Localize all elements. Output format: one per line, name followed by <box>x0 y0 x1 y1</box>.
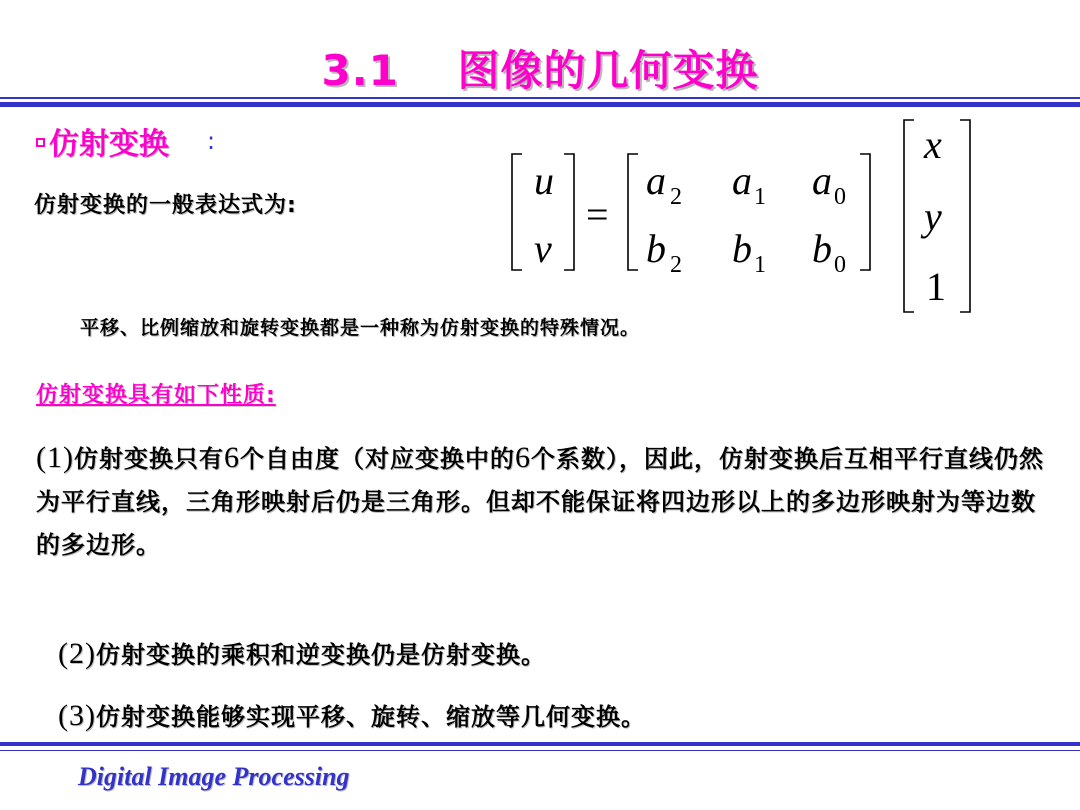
rhs-left-bracket <box>904 120 914 312</box>
rhs-x: x <box>924 122 942 167</box>
property-1-number: (1) <box>36 441 74 474</box>
property-2-number: (2) <box>58 637 96 670</box>
coeff-a2-base: a <box>646 158 666 203</box>
coeff-a1-sub: 1 <box>754 184 766 210</box>
rhs-one: 1 <box>926 264 946 309</box>
property-1-six-b: 6 <box>514 441 531 474</box>
expression-label: 仿射变换的一般表达式为: <box>34 193 297 218</box>
property-2 <box>58 634 546 675</box>
coeff-b0-sub: 0 <box>834 252 846 278</box>
property-1-text-a: 仿射变换只有 <box>73 445 224 473</box>
properties-heading: 仿射变换具有如下性质: <box>36 383 276 408</box>
coeff-b2-sub: 2 <box>670 252 682 278</box>
lhs-v: v <box>534 226 552 271</box>
property-1-text-b: 个自由度（对应变换中的 <box>239 445 515 473</box>
coeff-b2-base: b <box>646 226 666 271</box>
property-1 <box>36 436 1052 567</box>
coeff-a0-base: a <box>812 158 832 203</box>
property-3-number: (3) <box>58 699 96 732</box>
coeff-b1-base: b <box>732 226 752 271</box>
slide-title: 3.1 图像的几何变换 <box>321 46 759 95</box>
special-case-note: 平移、比例缩放和旋转变换都是一种称为仿射变换的特殊情况。 <box>80 317 641 339</box>
square-bullet-icon <box>36 138 45 147</box>
affine-matrix-equation <box>500 112 980 318</box>
bottom-divider-thick <box>0 742 1080 746</box>
coeff-a2-sub: 2 <box>670 184 682 210</box>
bullet-colon: : <box>207 127 216 155</box>
top-divider-thin <box>0 97 1080 99</box>
lhs-left-bracket <box>512 154 522 270</box>
lhs-right-bracket <box>564 154 574 270</box>
coeff-a1-base: a <box>732 158 752 203</box>
property-3 <box>58 696 646 737</box>
coeff-left-bracket <box>628 154 638 270</box>
bottom-divider-thin <box>0 750 1080 751</box>
top-divider-thick <box>0 102 1080 107</box>
coeff-right-bracket <box>860 154 870 270</box>
property-1-six-a: 6 <box>223 441 240 474</box>
equals-sign: = <box>586 192 609 237</box>
rhs-right-bracket <box>960 120 970 312</box>
coeff-a0-sub: 0 <box>834 184 846 210</box>
footer-course-title: Digital Image Processing <box>78 762 350 791</box>
coeff-b1-sub: 1 <box>754 252 766 278</box>
lhs-u: u <box>534 158 554 203</box>
rhs-y: y <box>924 194 942 239</box>
coeff-b0-base: b <box>812 226 832 271</box>
property-2-text: 仿射变换的乘积和逆变换仍是仿射变换。 <box>95 641 546 669</box>
bullet-label: 仿射变换 <box>49 127 169 162</box>
property-1-text-c: 个系数），因此，仿射变换后互相平行直线仍然为平行直线，三角形映射后仍是三角形。但却不能保证将四边形以上的多边形映射为等边数的多边形。 <box>36 445 1044 559</box>
bullet-affine <box>36 118 215 164</box>
property-3-text: 仿射变换能够实现平移、旋转、缩放等几何变换。 <box>95 703 646 731</box>
